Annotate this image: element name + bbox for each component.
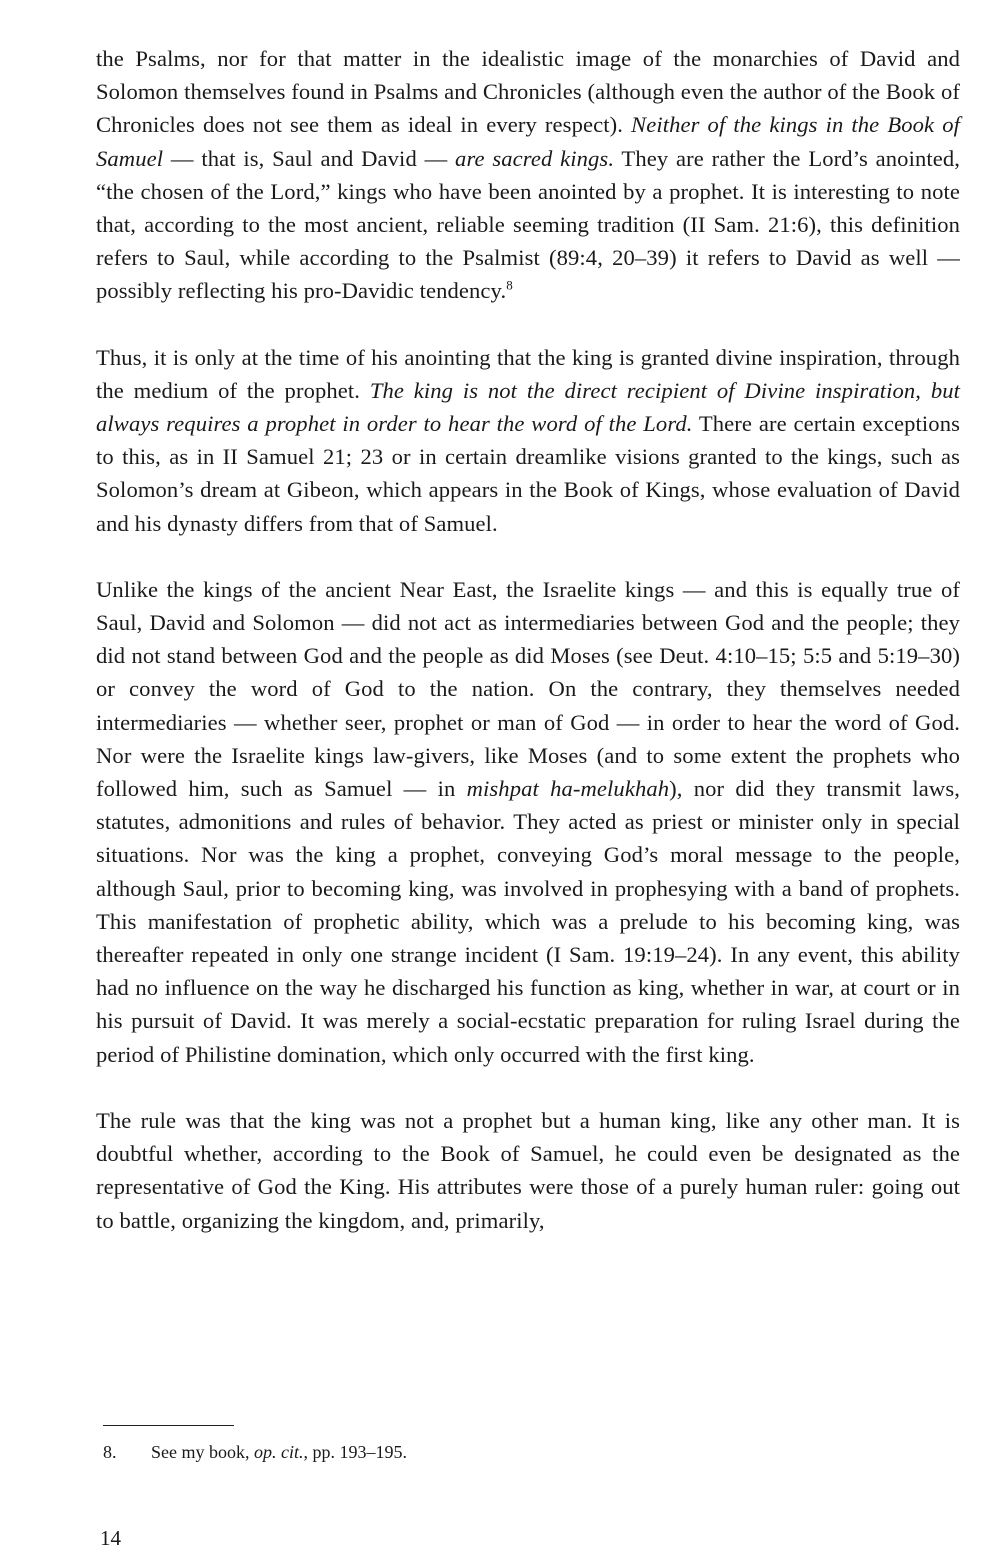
text-run: Thus, it is only at the time of his anointing that the king is granted divine inspiration, through the medium of the prophet.: [96, 344, 960, 403]
text-run: the Psalms, nor for that matter in the idealistic image of the monarchies of David and Solomon themselves found in Psalms and Chronicles (although even the author of the Book of Chronicles does not see them as ideal in every respect).: [96, 46, 960, 138]
footnote-divider: [103, 1425, 234, 1426]
text-run: , pp. 193–195.: [303, 1442, 407, 1462]
italic-text: are sacred kings.: [455, 145, 615, 171]
italic-text: Neither of the kings in the Book of Samuel: [96, 112, 960, 171]
italic-text: The king is not the direct recipient of Divine inspiration, but always requires a prophet in order to hear the word of the Lord.: [96, 377, 960, 437]
text-run: ), nor did they transmit laws, statutes, admonitions and rules of behavior. They acted as priest or minister only in special situations. Nor was the king a prophet, conveying God’s moral message to the people, although Saul, prior to becoming king, was involved in prophesying with a band of prophets. This manifestation of prophetic ability, which was a prelude to his becoming king, was thereafter repeated in only one strange incident (I Sam. 19:19–24). In any event, this ability had no influence on the way he discharged his function as king, whether in war, at court or in his pursuit of David. It was merely a social-ecstatic preparation for ruling Israel during the period of Philistine domination, which only occurred with the first king.: [96, 776, 960, 1067]
paragraph: [96, 1104, 960, 1237]
page-number: 14: [100, 1526, 121, 1550]
text-run: They are rather the Lord’s anointed, “the chosen of the Lord,” kings who have been anointed by a prophet. It is interesting to note that, according to the most ancient, reliable seeming tradition (II Sam. 21:6), this definition refers to Saul, while according to the Psalmist (89:4, 20–39) it refers to David as well — possibly reflecting his pro-Davidic tendency.: [96, 145, 961, 304]
text-run: Unlike the kings of the ancient Near East, the Israelite kings — and this is equally true of Saul, David and Solomon — did not act as intermediaries between God and the people; they did not stand between God and the people as did Moses (see Deut. 4:10–15; 5:5 and 5:19–30) or convey the word of God to the nation. On the contrary, they themselves needed intermediaries — whether seer, prophet or man of God — in order to hear the word of God. Nor were the Israelite kings law-givers, like Moses (and to some extent the prophets who followed him, such as Samuel — in: [96, 576, 960, 802]
paragraph: [96, 573, 960, 1071]
text-run: There are certain exceptions to this, as in II Samuel 21; 23 or in certain dreamlike visions granted to the kings, such as Solomon’s dream at Gibeon, which appears in the Book of Kings, whose evaluation of David and his dynasty differs from that of Samuel.: [96, 411, 960, 536]
text-run: — that is, Saul and David —: [163, 145, 456, 171]
paragraph: [96, 42, 960, 308]
body-text: [96, 42, 960, 1237]
text-run: See my book,: [151, 1442, 254, 1462]
footnote-number: 8.: [103, 1442, 117, 1462]
footnote: [103, 1440, 407, 1464]
italic-text: mishpat ha-melukhah: [466, 776, 670, 802]
text-run: The rule was that the king was not a prophet but a human king, like any other man. It is doubtful whether, according to the Book of Samuel, he could even be designated as the representative of God the King. His attributes were those of a purely human ruler: going out to battle, organizing the kingdom, and, primarily,: [96, 1107, 960, 1233]
footnote-marker: 8: [506, 277, 513, 293]
italic-text: op. cit.: [254, 1442, 304, 1462]
footnote-text: [151, 1442, 407, 1462]
paragraph: [96, 341, 960, 540]
